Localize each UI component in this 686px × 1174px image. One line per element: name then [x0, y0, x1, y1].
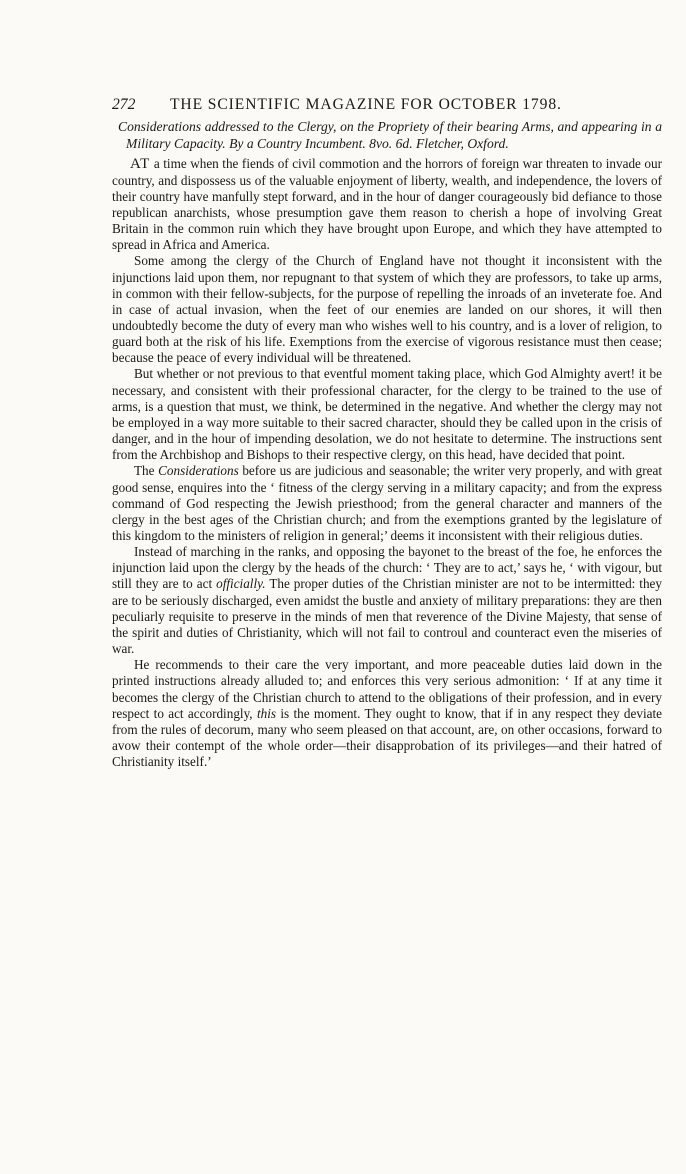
paragraph-1-text: a time when the fiends of civil commotion and the horrors of foreign war threaten to invade our country, and dispossess us of the valuable enjoyment of liberty, wealth, and independence, the lovers of their country have manfully stept forward, and in the hour of danger courageously bid defiance to those republican anarchists, whose presumption gave them reason to cherish a hope of involving Great Britain in the common ruin which they have brought upon Europe, and which they have attempted to spread in Africa and America.	[112, 156, 662, 253]
paragraph-1	[112, 156, 662, 253]
review-heading	[118, 118, 662, 152]
review-imprint: 8vo. 6d. Fletcher, Oxford.	[369, 136, 509, 152]
review-title-main: Considerations addressed to the Clergy, on the Propriety of their bearing Arms, and appearing in a Military Capacity.	[118, 119, 662, 152]
page-number: 272	[112, 96, 136, 113]
paragraph-5-emphasis: officially.	[216, 576, 266, 592]
paragraph-4-text: before us are judicious and seasonable; the writer very properly, and with great good sense, enquires into the ‘ fitness of the clergy serving in a military capacity; and from the express command of God respecting the Jewish priesthood; from the general character and manners of the clergy in the best ages of the Christian church; and from the exemptions granted by the legislature of this kingdom to the ministers of religion in general;’ deems it inconsistent with their religious duties.	[112, 463, 663, 543]
paragraph-5-text-a: Instead of marching in the ranks, and opposing the bayonet to the breast of the foe, he enforces the injunction laid upon the clergy by the heads of the church: ‘ They are to act,’ says he, ‘ with vigour, but still they are to act	[112, 544, 662, 592]
paragraph-4-lead: The	[134, 463, 155, 479]
paragraph-3: But whether or not previous to that eventful moment taking place, which God Almighty avert! it be necessary, and consistent with their professional character, for the clergy to be trained to the use of arms, is a question that must, we think, be determined in the negative. And whether the clergy may not be employed in a way more suitable to their sacred character, should they be called upon in the crisis of danger, and in the hour of impending desolation, we do not hesitate to determine. The instructions sent from the Archbishop and Bishops to their respective clergy, on this head, have decided that point.	[112, 366, 662, 463]
running-title: THE SCIENTIFIC MAGAZINE FOR OCTOBER 1798.	[170, 96, 562, 113]
paragraph-6-emphasis: this	[256, 705, 276, 721]
article-body	[112, 156, 662, 770]
paragraph-6-text-b: is the moment. They ought to know, that if in any respect they deviate from the rules of decorum, many who seem pleased on that account, are, on other occasions, forward to avow their contempt of the whole order—their disapprobation of its privileges—and their hatred of Christianity itself.’	[112, 705, 663, 770]
review-author: By a Country Incumbent.	[229, 136, 366, 152]
paragraph-4-emphasis: Considerations	[158, 463, 239, 479]
paragraph-6-text-a: He recommends to their care the very important, and more peaceable duties laid down in the printed instructions already alluded to; and enforces this very serious admonition: ‘ If at any time it becomes the clergy of the Christian church to attend to the obligations of their profession, and in every respect to act accordingly,	[112, 657, 662, 721]
running-head	[112, 96, 662, 114]
paragraph-1-initial: AT	[130, 156, 151, 173]
paragraph-4	[112, 463, 662, 544]
paragraph-5	[112, 544, 662, 657]
paragraph-5-text-b: The proper duties of the Christian minister are not to be intermitted: they are to be seriously discharged, even amidst the bustle and anxiety of military preparations: they are then peculiarly requisite to preserve in the minds of men that reverence of the Divine Majesty, that sense of the spirit and duties of Christianity, which will not fail to controul and counteract even the miseries of war.	[112, 576, 663, 657]
paragraph-6	[112, 657, 662, 770]
paragraph-2: Some among the clergy of the Church of England have not thought it inconsistent with the injunctions laid upon them, nor repugnant to that system of which they are professors, to take up arms, in common with their fellow-subjects, for the purpose of repelling the inroads of an inveterate foe. And in case of actual invasion, when the feet of our enemies are landed on our shores, it will then undoubtedly become the duty of every man who wishes well to his country, and is a lover of religion, to guard both at the risk of his life. Exemptions from the exercise of vigorous resistance must then cease; because the peace of every individual will be threatened.	[112, 253, 662, 366]
